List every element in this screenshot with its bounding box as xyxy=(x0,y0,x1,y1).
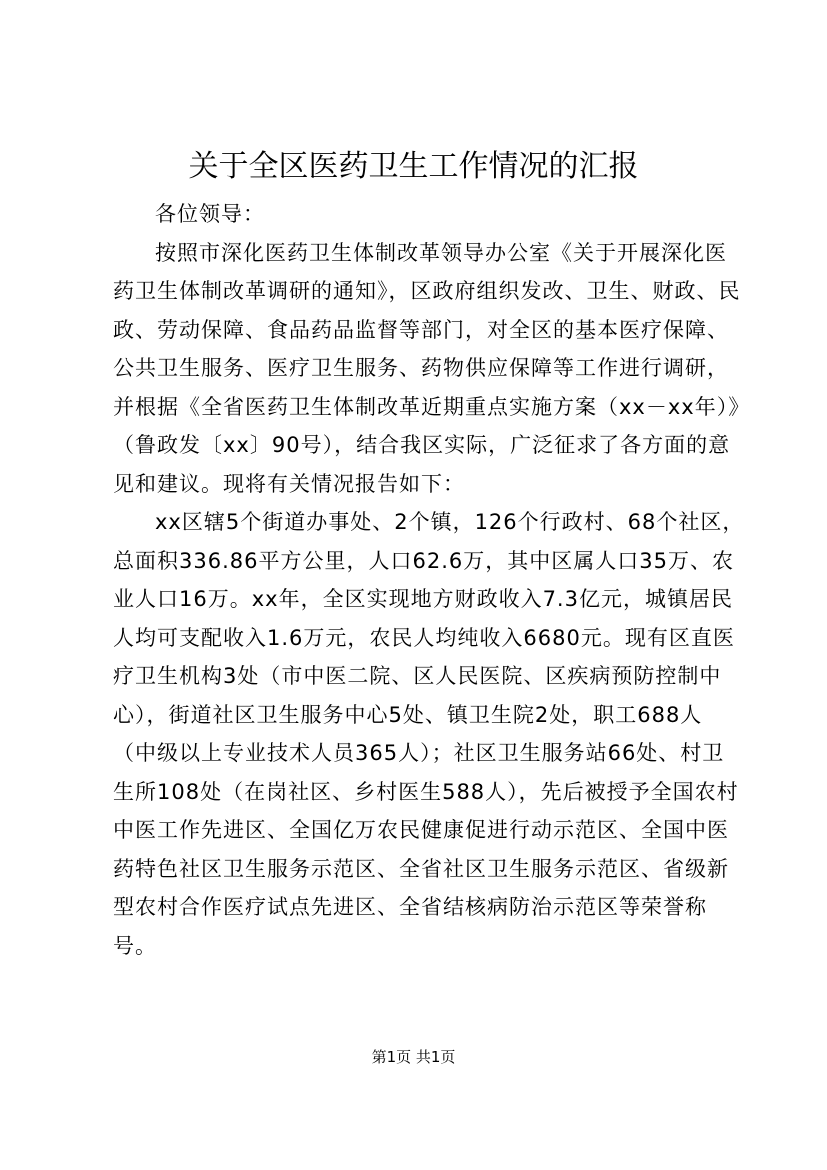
document-title: 关于全区医药卫生工作情况的汇报 xyxy=(188,149,639,184)
paragraph-overview: xx区辖5个街道办事处、2个镇，126个行政村、68个社区，总面积336.86平方公里，人口62.6万，其中区属人口35万、农业人口16万。xx年，全区实现地方财政收入7.3亿元，城镇居民人均可支配收入1.6万元，农民人均纯收入6680元。现有区直医疗卫生机构3处（市中医二院、区人民医院、区疾病预防控制中心），街道社区卫生服务中心5处、镇卫生院2处，职工688人（中级以上专业技术人员365人）；社区卫生服务站66处、村卫生所108处（在岗社区、乡村医生588人），先后被授予全国农村中医工作先进区、全国亿万农民健康促进行动示范区、全国中医药特色社区卫生服务示范区、全省社区卫生服务示范区、省级新型农村合作医疗试点先进区、全省结核病防治示范区等荣誉称号。 xyxy=(113,510,745,958)
document-body xyxy=(113,195,745,965)
page-footer: 第1页 共1页 xyxy=(371,1048,456,1066)
salutation: 各位领导： xyxy=(155,202,265,226)
paragraph-intro: 按照市深化医药卫生体制改革领导办公室《关于开展深化医药卫生体制改革调研的通知》，区政府组织发改、卫生、财政、民政、劳动保障、食品药品监督等部门，对全区的基本医疗保障、公共卫生服务、医疗卫生服务、药物供应保障等工作进行调研，并根据《全省医药卫生体制改革近期重点实施方案（xx－xx年）》（鲁政发〔xx〕90号），结合我区实际，广泛征求了各方面的意见和建议。现将有关情况报告如下： xyxy=(113,240,741,496)
